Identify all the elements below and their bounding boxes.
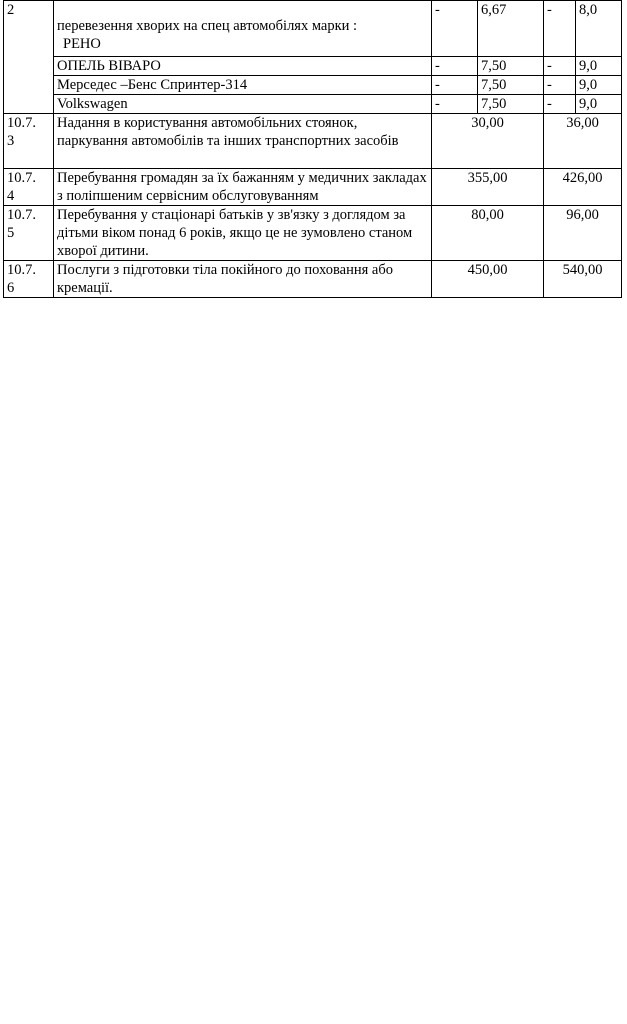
table-row — [4, 169, 622, 206]
value-cell — [544, 57, 576, 76]
price-cell — [432, 261, 544, 298]
row-number: 3 — [7, 133, 15, 149]
description-line: РЕНО — [63, 36, 101, 52]
description-text: Послуги з підготовки тіла покійного до поховання або кремації. — [57, 262, 393, 296]
value-cell — [478, 76, 544, 95]
description-text: Надання в користування автомобільних стоянок, паркування автомобілів та інших транспортних засобів — [57, 115, 399, 149]
row-number-cell — [4, 1, 54, 114]
description-line: перевезення хворих на спец автомобілях марки : — [57, 18, 358, 34]
table-row — [4, 261, 622, 298]
row-number-cell — [4, 261, 54, 298]
price-cell — [544, 206, 622, 261]
table-row — [4, 57, 622, 76]
value: - — [435, 58, 440, 74]
price-cell — [432, 169, 544, 206]
row-number: 10.7. — [7, 115, 36, 131]
value-cell — [432, 1, 478, 57]
description-text: Мерседес –Бенс Спринтер-314 — [57, 77, 248, 93]
row-number-cell — [4, 206, 54, 261]
description-cell — [54, 76, 432, 95]
value-cell — [544, 95, 576, 114]
value: - — [435, 2, 440, 18]
value-cell — [432, 95, 478, 114]
value-cell — [478, 95, 544, 114]
price-value: 450,00 — [467, 262, 508, 278]
row-number-cell — [4, 114, 54, 169]
description-text: Перебування у стаціонарі батьків у зв'язку з доглядом за дітьми віком понад 6 років, якщо це не зумовлено станом хворої дитини. — [57, 207, 413, 259]
price-value: 540,00 — [562, 262, 603, 278]
row-number: 5 — [7, 225, 15, 241]
price-cell — [544, 114, 622, 169]
row-number: 6 — [7, 280, 15, 296]
value: - — [547, 58, 552, 74]
value-cell — [432, 57, 478, 76]
description-text: Volkswagen — [57, 96, 128, 112]
price-cell — [432, 114, 544, 169]
value: 6,67 — [481, 2, 507, 18]
price-cell — [432, 206, 544, 261]
value: - — [435, 96, 440, 112]
value: 9,0 — [579, 58, 598, 74]
row-number: 4 — [7, 188, 15, 204]
value: 9,0 — [579, 96, 598, 112]
description-cell — [54, 114, 432, 169]
value: - — [547, 96, 552, 112]
description-cell — [54, 57, 432, 76]
description-cell — [54, 169, 432, 206]
value-cell — [544, 76, 576, 95]
value-cell — [432, 76, 478, 95]
row-number: 10.7. — [7, 207, 36, 223]
row-number-cell — [4, 169, 54, 206]
description-text: ОПЕЛЬ ВІВАРО — [57, 58, 161, 74]
table-row — [4, 114, 622, 169]
price-value: 30,00 — [471, 115, 504, 131]
value: 7,50 — [481, 77, 507, 93]
value-cell — [576, 95, 622, 114]
description-cell — [54, 1, 432, 57]
value: 9,0 — [579, 77, 598, 93]
description-cell — [54, 206, 432, 261]
price-value: 96,00 — [566, 207, 599, 223]
value: 7,50 — [481, 96, 507, 112]
table-row — [4, 1, 622, 57]
description-text: Перебування громадян за їх бажанням у медичних закладах з поліпшеним сервісним обслуговуванням — [57, 170, 427, 204]
value-cell — [576, 57, 622, 76]
value: - — [435, 77, 440, 93]
price-cell — [544, 169, 622, 206]
price-cell — [544, 261, 622, 298]
value-cell — [576, 76, 622, 95]
price-value: 80,00 — [471, 207, 504, 223]
value: - — [547, 77, 552, 93]
value: 8,0 — [579, 2, 598, 18]
table-row — [4, 206, 622, 261]
price-value: 36,00 — [566, 115, 599, 131]
value: - — [547, 2, 552, 18]
value-cell — [478, 57, 544, 76]
table-row — [4, 95, 622, 114]
table-row — [4, 76, 622, 95]
value-cell — [576, 1, 622, 57]
tariff-table — [3, 0, 622, 298]
price-value: 355,00 — [467, 170, 508, 186]
description-cell — [54, 261, 432, 298]
value: 7,50 — [481, 58, 507, 74]
value-cell — [544, 1, 576, 57]
description-cell — [54, 95, 432, 114]
row-number: 10.7. — [7, 262, 36, 278]
value-cell — [478, 1, 544, 57]
price-value: 426,00 — [562, 170, 603, 186]
row-number: 2 — [7, 2, 15, 18]
row-number: 10.7. — [7, 170, 36, 186]
